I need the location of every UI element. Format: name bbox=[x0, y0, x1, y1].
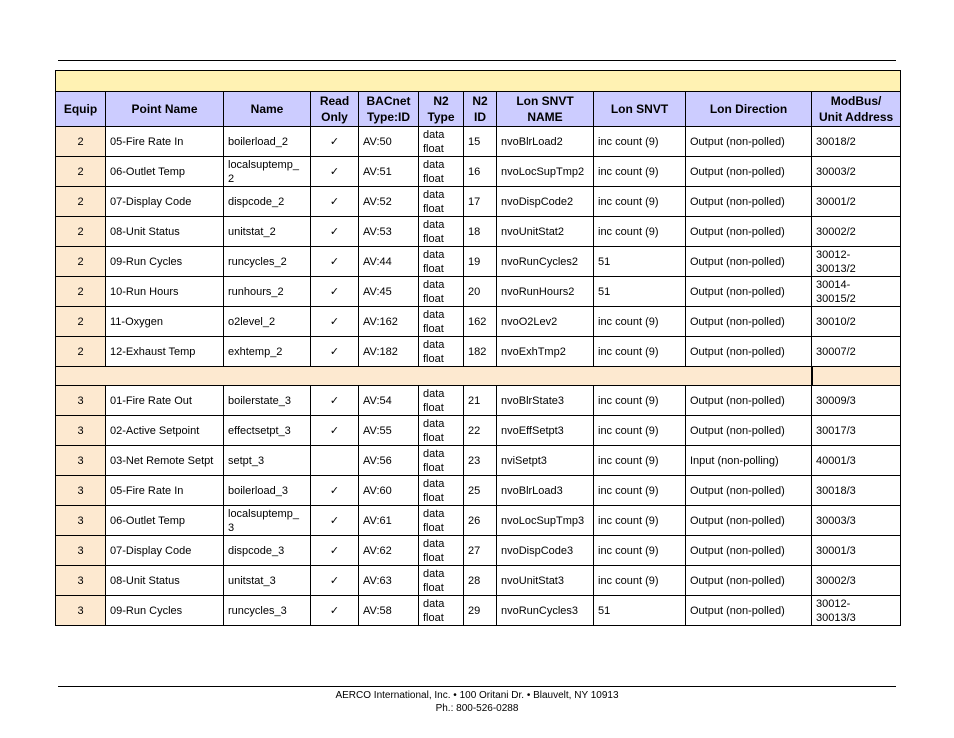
cell-point: 01-Fire Rate Out bbox=[106, 386, 224, 416]
column-header-name: Name bbox=[224, 92, 311, 127]
cell-londir: Output (non-polled) bbox=[686, 536, 812, 566]
cell-equip: 2 bbox=[56, 337, 106, 367]
cell-n2type: data float bbox=[419, 217, 464, 247]
cell-equip: 3 bbox=[56, 566, 106, 596]
cell-n2type: data float bbox=[419, 446, 464, 476]
cell-bacnet: AV:53 bbox=[359, 217, 419, 247]
cell-bacnet: AV:61 bbox=[359, 506, 419, 536]
footer-address: AERCO International, Inc. • 100 Oritani Dr. • Blauvelt, NY 10913 bbox=[335, 690, 619, 701]
cell-lonsnvt: inc count (9) bbox=[594, 337, 686, 367]
cell-lonname: nvoRunHours2 bbox=[497, 277, 594, 307]
cell-n2id: 27 bbox=[464, 536, 497, 566]
cell-n2id: 28 bbox=[464, 566, 497, 596]
cell-londir: Output (non-polled) bbox=[686, 277, 812, 307]
cell-name: setpt_3 bbox=[224, 446, 311, 476]
cell-lonname: nvoRunCycles2 bbox=[497, 247, 594, 277]
cell-lonsnvt: inc count (9) bbox=[594, 157, 686, 187]
cell-n2type: data float bbox=[419, 416, 464, 446]
group-separator-row bbox=[56, 367, 901, 386]
table-row bbox=[56, 187, 901, 217]
cell-modbus: 30003/2 bbox=[812, 157, 901, 187]
cell-ro: ✓ bbox=[311, 277, 359, 307]
cell-equip: 3 bbox=[56, 536, 106, 566]
column-header-modbus: ModBus/ Unit Address bbox=[812, 92, 901, 127]
cell-n2id: 21 bbox=[464, 386, 497, 416]
cell-point: 09-Run Cycles bbox=[106, 247, 224, 277]
cell-name: localsuptemp_ 3 bbox=[224, 506, 311, 536]
cell-modbus: 30002/3 bbox=[812, 566, 901, 596]
table-row bbox=[56, 307, 901, 337]
cell-lonsnvt: inc count (9) bbox=[594, 127, 686, 157]
cell-lonname: nvoBlrState3 bbox=[497, 386, 594, 416]
table-row bbox=[56, 476, 901, 506]
cell-bacnet: AV:62 bbox=[359, 536, 419, 566]
cell-n2type: data float bbox=[419, 127, 464, 157]
cell-ro: ✓ bbox=[311, 247, 359, 277]
table-row bbox=[56, 127, 901, 157]
cell-ro bbox=[311, 446, 359, 476]
cell-ro: ✓ bbox=[311, 476, 359, 506]
cell-lonsnvt: inc count (9) bbox=[594, 217, 686, 247]
cell-point: 08-Unit Status bbox=[106, 566, 224, 596]
table-row bbox=[56, 277, 901, 307]
column-header-bacnet: BACnet Type:ID bbox=[359, 92, 419, 127]
cell-ro: ✓ bbox=[311, 596, 359, 626]
cell-n2type: data float bbox=[419, 536, 464, 566]
cell-lonname: nvoRunCycles3 bbox=[497, 596, 594, 626]
cell-londir: Output (non-polled) bbox=[686, 307, 812, 337]
cell-lonname: nvoDispCode3 bbox=[497, 536, 594, 566]
cell-n2id: 25 bbox=[464, 476, 497, 506]
cell-londir: Output (non-polled) bbox=[686, 566, 812, 596]
table-row bbox=[56, 337, 901, 367]
cell-point: 12-Exhaust Temp bbox=[106, 337, 224, 367]
cell-bacnet: AV:56 bbox=[359, 446, 419, 476]
cell-n2id: 20 bbox=[464, 277, 497, 307]
table-banner-row bbox=[56, 71, 901, 92]
cell-lonsnvt: inc count (9) bbox=[594, 187, 686, 217]
cell-ro: ✓ bbox=[311, 506, 359, 536]
cell-name: boilerstate_3 bbox=[224, 386, 311, 416]
column-header-lonsnvt: Lon SNVT bbox=[594, 92, 686, 127]
cell-modbus: 30009/3 bbox=[812, 386, 901, 416]
cell-name: unitstat_3 bbox=[224, 566, 311, 596]
cell-londir: Output (non-polled) bbox=[686, 157, 812, 187]
cell-ro: ✓ bbox=[311, 416, 359, 446]
table-row bbox=[56, 416, 901, 446]
cell-n2id: 17 bbox=[464, 187, 497, 217]
cell-lonname: nvoUnitStat2 bbox=[497, 217, 594, 247]
table-row bbox=[56, 386, 901, 416]
cell-modbus: 30012- 30013/3 bbox=[812, 596, 901, 626]
cell-bacnet: AV:60 bbox=[359, 476, 419, 506]
cell-lonname: nvoUnitStat3 bbox=[497, 566, 594, 596]
cell-point: 07-Display Code bbox=[106, 536, 224, 566]
table-header-row bbox=[56, 92, 901, 127]
cell-ro: ✓ bbox=[311, 307, 359, 337]
cell-name: exhtemp_2 bbox=[224, 337, 311, 367]
cell-modbus: 30010/2 bbox=[812, 307, 901, 337]
cell-lonsnvt: 51 bbox=[594, 277, 686, 307]
cell-londir: Output (non-polled) bbox=[686, 506, 812, 536]
cell-equip: 2 bbox=[56, 187, 106, 217]
cell-lonsnvt: inc count (9) bbox=[594, 536, 686, 566]
cell-equip: 3 bbox=[56, 416, 106, 446]
table-row bbox=[56, 247, 901, 277]
column-header-n2type: N2 Type bbox=[419, 92, 464, 127]
cell-lonsnvt: inc count (9) bbox=[594, 566, 686, 596]
cell-modbus: 30003/3 bbox=[812, 506, 901, 536]
column-header-londir: Lon Direction bbox=[686, 92, 812, 127]
cell-bacnet: AV:162 bbox=[359, 307, 419, 337]
cell-point: 03-Net Remote Setpt bbox=[106, 446, 224, 476]
cell-equip: 2 bbox=[56, 277, 106, 307]
cell-bacnet: AV:44 bbox=[359, 247, 419, 277]
cell-n2type: data float bbox=[419, 187, 464, 217]
cell-bacnet: AV:45 bbox=[359, 277, 419, 307]
cell-londir: Output (non-polled) bbox=[686, 476, 812, 506]
header-rule bbox=[58, 60, 896, 61]
cell-ro: ✓ bbox=[311, 386, 359, 416]
cell-lonsnvt: 51 bbox=[594, 596, 686, 626]
footer-rule bbox=[58, 686, 896, 687]
cell-lonname: nviSetpt3 bbox=[497, 446, 594, 476]
cell-n2id: 26 bbox=[464, 506, 497, 536]
cell-lonname: nvoBlrLoad2 bbox=[497, 127, 594, 157]
cell-equip: 3 bbox=[56, 386, 106, 416]
cell-modbus: 30007/2 bbox=[812, 337, 901, 367]
cell-ro: ✓ bbox=[311, 187, 359, 217]
cell-point: 07-Display Code bbox=[106, 187, 224, 217]
cell-ro: ✓ bbox=[311, 217, 359, 247]
cell-name: effectsetpt_3 bbox=[224, 416, 311, 446]
cell-lonsnvt: inc count (9) bbox=[594, 446, 686, 476]
cell-equip: 3 bbox=[56, 446, 106, 476]
cell-londir: Output (non-polled) bbox=[686, 187, 812, 217]
cell-equip: 2 bbox=[56, 217, 106, 247]
cell-bacnet: AV:182 bbox=[359, 337, 419, 367]
group-separator-end bbox=[812, 367, 901, 386]
cell-n2id: 19 bbox=[464, 247, 497, 277]
cell-bacnet: AV:54 bbox=[359, 386, 419, 416]
cell-lonsnvt: inc count (9) bbox=[594, 416, 686, 446]
cell-name: runcycles_2 bbox=[224, 247, 311, 277]
cell-point: 10-Run Hours bbox=[106, 277, 224, 307]
cell-lonname: nvoExhTmp2 bbox=[497, 337, 594, 367]
table-row bbox=[56, 217, 901, 247]
cell-point: 06-Outlet Temp bbox=[106, 506, 224, 536]
cell-lonname: nvoO2Lev2 bbox=[497, 307, 594, 337]
cell-ro: ✓ bbox=[311, 127, 359, 157]
column-header-lonname: Lon SNVT NAME bbox=[497, 92, 594, 127]
cell-lonname: nvoDispCode2 bbox=[497, 187, 594, 217]
table-banner bbox=[56, 71, 901, 92]
cell-equip: 3 bbox=[56, 476, 106, 506]
cell-londir: Output (non-polled) bbox=[686, 127, 812, 157]
cell-modbus: 40001/3 bbox=[812, 446, 901, 476]
cell-n2id: 15 bbox=[464, 127, 497, 157]
cell-n2id: 18 bbox=[464, 217, 497, 247]
cell-n2id: 162 bbox=[464, 307, 497, 337]
cell-name: runcycles_3 bbox=[224, 596, 311, 626]
cell-ro: ✓ bbox=[311, 337, 359, 367]
cell-name: localsuptemp_ 2 bbox=[224, 157, 311, 187]
cell-name: dispcode_3 bbox=[224, 536, 311, 566]
table-row bbox=[56, 596, 901, 626]
cell-name: boilerload_2 bbox=[224, 127, 311, 157]
cell-modbus: 30012- 30013/2 bbox=[812, 247, 901, 277]
cell-equip: 2 bbox=[56, 307, 106, 337]
cell-bacnet: AV:50 bbox=[359, 127, 419, 157]
cell-n2type: data float bbox=[419, 566, 464, 596]
cell-modbus: 30018/2 bbox=[812, 127, 901, 157]
cell-lonsnvt: 51 bbox=[594, 247, 686, 277]
points-table bbox=[55, 70, 901, 626]
cell-londir: Output (non-polled) bbox=[686, 386, 812, 416]
cell-equip: 3 bbox=[56, 506, 106, 536]
column-header-equip: Equip bbox=[56, 92, 106, 127]
cell-point: 06-Outlet Temp bbox=[106, 157, 224, 187]
table-row bbox=[56, 446, 901, 476]
cell-n2id: 22 bbox=[464, 416, 497, 446]
cell-name: boilerload_3 bbox=[224, 476, 311, 506]
cell-name: unitstat_2 bbox=[224, 217, 311, 247]
cell-londir: Output (non-polled) bbox=[686, 337, 812, 367]
cell-n2type: data float bbox=[419, 476, 464, 506]
cell-ro: ✓ bbox=[311, 157, 359, 187]
cell-lonname: nvoLocSupTmp2 bbox=[497, 157, 594, 187]
table-row bbox=[56, 157, 901, 187]
cell-point: 02-Active Setpoint bbox=[106, 416, 224, 446]
cell-n2id: 23 bbox=[464, 446, 497, 476]
cell-londir: Input (non-polling) bbox=[686, 446, 812, 476]
table-row bbox=[56, 506, 901, 536]
cell-modbus: 30001/2 bbox=[812, 187, 901, 217]
cell-londir: Output (non-polled) bbox=[686, 247, 812, 277]
cell-n2type: data float bbox=[419, 337, 464, 367]
cell-equip: 2 bbox=[56, 127, 106, 157]
cell-lonname: nvoBlrLoad3 bbox=[497, 476, 594, 506]
cell-point: 11-Oxygen bbox=[106, 307, 224, 337]
column-header-ro: Read Only bbox=[311, 92, 359, 127]
cell-equip: 3 bbox=[56, 596, 106, 626]
group-separator bbox=[56, 367, 812, 386]
cell-n2id: 182 bbox=[464, 337, 497, 367]
cell-equip: 2 bbox=[56, 247, 106, 277]
cell-modbus: 30002/2 bbox=[812, 217, 901, 247]
cell-name: dispcode_2 bbox=[224, 187, 311, 217]
cell-londir: Output (non-polled) bbox=[686, 217, 812, 247]
footer-phone: Ph.: 800-526-0288 bbox=[435, 703, 519, 714]
table-row bbox=[56, 536, 901, 566]
cell-londir: Output (non-polled) bbox=[686, 416, 812, 446]
cell-n2type: data float bbox=[419, 596, 464, 626]
cell-lonname: nvoEffSetpt3 bbox=[497, 416, 594, 446]
cell-name: runhours_2 bbox=[224, 277, 311, 307]
cell-ro: ✓ bbox=[311, 566, 359, 596]
cell-name: o2level_2 bbox=[224, 307, 311, 337]
cell-n2type: data float bbox=[419, 277, 464, 307]
cell-n2id: 16 bbox=[464, 157, 497, 187]
cell-bacnet: AV:58 bbox=[359, 596, 419, 626]
cell-n2id: 29 bbox=[464, 596, 497, 626]
cell-ro: ✓ bbox=[311, 536, 359, 566]
cell-n2type: data float bbox=[419, 307, 464, 337]
column-header-point: Point Name bbox=[106, 92, 224, 127]
cell-londir: Output (non-polled) bbox=[686, 596, 812, 626]
cell-lonsnvt: inc count (9) bbox=[594, 506, 686, 536]
table-row bbox=[56, 566, 901, 596]
cell-modbus: 30017/3 bbox=[812, 416, 901, 446]
cell-point: 09-Run Cycles bbox=[106, 596, 224, 626]
cell-bacnet: AV:63 bbox=[359, 566, 419, 596]
cell-lonsnvt: inc count (9) bbox=[594, 386, 686, 416]
cell-bacnet: AV:51 bbox=[359, 157, 419, 187]
cell-n2type: data float bbox=[419, 157, 464, 187]
cell-n2type: data float bbox=[419, 386, 464, 416]
cell-point: 05-Fire Rate In bbox=[106, 127, 224, 157]
cell-equip: 2 bbox=[56, 157, 106, 187]
cell-modbus: 30014- 30015/2 bbox=[812, 277, 901, 307]
cell-n2type: data float bbox=[419, 506, 464, 536]
cell-modbus: 30018/3 bbox=[812, 476, 901, 506]
cell-point: 08-Unit Status bbox=[106, 217, 224, 247]
cell-modbus: 30001/3 bbox=[812, 536, 901, 566]
column-header-n2id: N2 ID bbox=[464, 92, 497, 127]
cell-lonsnvt: inc count (9) bbox=[594, 307, 686, 337]
cell-n2type: data float bbox=[419, 247, 464, 277]
cell-bacnet: AV:52 bbox=[359, 187, 419, 217]
cell-bacnet: AV:55 bbox=[359, 416, 419, 446]
cell-lonsnvt: inc count (9) bbox=[594, 476, 686, 506]
cell-lonname: nvoLocSupTmp3 bbox=[497, 506, 594, 536]
cell-point: 05-Fire Rate In bbox=[106, 476, 224, 506]
